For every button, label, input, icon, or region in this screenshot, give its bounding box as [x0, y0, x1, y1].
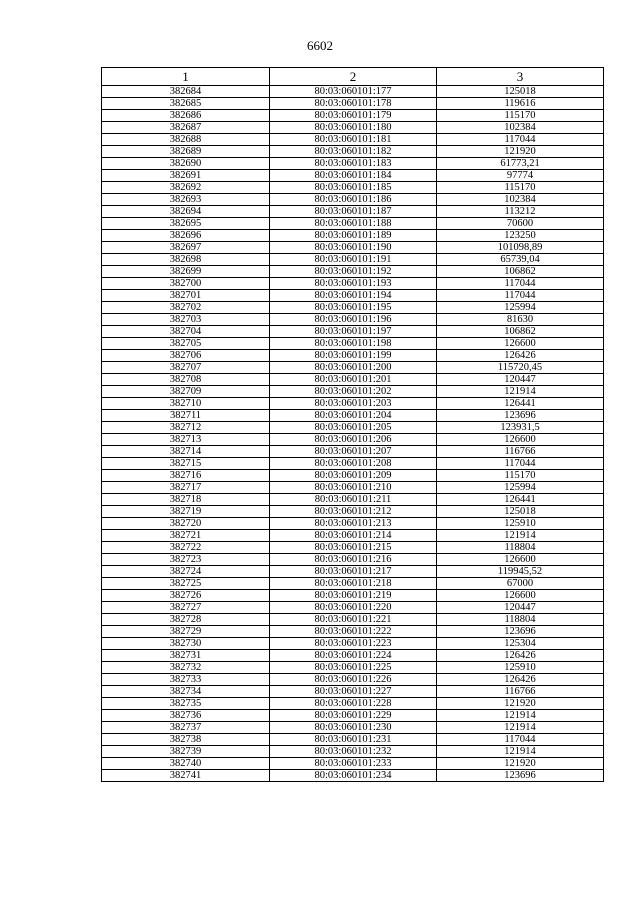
value-cell: 118804 [437, 614, 604, 626]
value-cell: 123696 [437, 770, 604, 782]
value-cell: 61773,21 [437, 158, 604, 170]
value-cell: 123696 [437, 410, 604, 422]
row-number-cell: 382721 [102, 530, 270, 542]
page-number: 6602 [307, 38, 333, 53]
value-cell: 126426 [437, 674, 604, 686]
table-row [102, 446, 604, 458]
table-row [102, 518, 604, 530]
table-row [102, 290, 604, 302]
table-row [102, 494, 604, 506]
row-number-cell: 382704 [102, 326, 270, 338]
row-number-cell: 382737 [102, 722, 270, 734]
cadastral-number-cell: 80:03:060101:209 [270, 470, 437, 482]
cadastral-number-cell: 80:03:060101:228 [270, 698, 437, 710]
row-number-cell: 382738 [102, 734, 270, 746]
value-cell: 113212 [437, 206, 604, 218]
table-row [102, 278, 604, 290]
value-cell: 120447 [437, 602, 604, 614]
row-number-cell: 382735 [102, 698, 270, 710]
table-row [102, 386, 604, 398]
value-cell: 123931,5 [437, 422, 604, 434]
column-header-2: 2 [270, 68, 437, 86]
table-row [102, 650, 604, 662]
value-cell: 126600 [437, 554, 604, 566]
row-number-cell: 382727 [102, 602, 270, 614]
cadastral-number-cell: 80:03:060101:202 [270, 386, 437, 398]
row-number-cell: 382734 [102, 686, 270, 698]
value-cell: 117044 [437, 134, 604, 146]
row-number-cell: 382709 [102, 386, 270, 398]
table-row [102, 122, 604, 134]
value-cell: 115720,45 [437, 362, 604, 374]
table-row [102, 326, 604, 338]
row-number-cell: 382740 [102, 758, 270, 770]
cadastral-number-cell: 80:03:060101:230 [270, 722, 437, 734]
row-number-cell: 382736 [102, 710, 270, 722]
value-cell: 126441 [437, 494, 604, 506]
cadastral-number-cell: 80:03:060101:187 [270, 206, 437, 218]
value-cell: 117044 [437, 458, 604, 470]
row-number-cell: 382695 [102, 218, 270, 230]
table-row [102, 242, 604, 254]
cadastral-number-cell: 80:03:060101:182 [270, 146, 437, 158]
table-row [102, 350, 604, 362]
column-header-1: 1 [102, 68, 270, 86]
table-row [102, 722, 604, 734]
row-number-cell: 382690 [102, 158, 270, 170]
value-cell: 106862 [437, 266, 604, 278]
value-cell: 119616 [437, 98, 604, 110]
value-cell: 120447 [437, 374, 604, 386]
cadastral-number-cell: 80:03:060101:186 [270, 194, 437, 206]
row-number-cell: 382696 [102, 230, 270, 242]
row-number-cell: 382714 [102, 446, 270, 458]
cadastral-number-cell: 80:03:060101:232 [270, 746, 437, 758]
value-cell: 115170 [437, 470, 604, 482]
value-cell: 126600 [437, 434, 604, 446]
row-number-cell: 382693 [102, 194, 270, 206]
row-number-cell: 382739 [102, 746, 270, 758]
row-number-cell: 382700 [102, 278, 270, 290]
value-cell: 117044 [437, 278, 604, 290]
row-number-cell: 382692 [102, 182, 270, 194]
table-row [102, 410, 604, 422]
cadastral-number-cell: 80:03:060101:193 [270, 278, 437, 290]
row-number-cell: 382685 [102, 98, 270, 110]
row-number-cell: 382686 [102, 110, 270, 122]
cadastral-number-cell: 80:03:060101:234 [270, 770, 437, 782]
row-number-cell: 382719 [102, 506, 270, 518]
row-number-cell: 382726 [102, 590, 270, 602]
cadastral-number-cell: 80:03:060101:201 [270, 374, 437, 386]
value-cell: 102384 [437, 122, 604, 134]
table-row [102, 98, 604, 110]
cadastral-number-cell: 80:03:060101:190 [270, 242, 437, 254]
value-cell: 121920 [437, 146, 604, 158]
value-cell: 81630 [437, 314, 604, 326]
value-cell: 119945,52 [437, 566, 604, 578]
row-number-cell: 382688 [102, 134, 270, 146]
row-number-cell: 382684 [102, 86, 270, 98]
row-number-cell: 382741 [102, 770, 270, 782]
table-row [102, 758, 604, 770]
table-row [102, 314, 604, 326]
table-row [102, 542, 604, 554]
value-cell: 70600 [437, 218, 604, 230]
value-cell: 125018 [437, 506, 604, 518]
row-number-cell: 382699 [102, 266, 270, 278]
table-row [102, 770, 604, 782]
row-number-cell: 382722 [102, 542, 270, 554]
cadastral-number-cell: 80:03:060101:218 [270, 578, 437, 590]
table-row [102, 698, 604, 710]
cadastral-number-cell: 80:03:060101:233 [270, 758, 437, 770]
value-cell: 123696 [437, 626, 604, 638]
table-row [102, 134, 604, 146]
row-number-cell: 382715 [102, 458, 270, 470]
row-number-cell: 382698 [102, 254, 270, 266]
value-cell: 121914 [437, 746, 604, 758]
table-row [102, 686, 604, 698]
value-cell: 116766 [437, 686, 604, 698]
row-number-cell: 382732 [102, 662, 270, 674]
cadastral-number-cell: 80:03:060101:226 [270, 674, 437, 686]
row-number-cell: 382689 [102, 146, 270, 158]
value-cell: 126600 [437, 590, 604, 602]
row-number-cell: 382713 [102, 434, 270, 446]
table-row [102, 614, 604, 626]
table-row [102, 506, 604, 518]
table-row [102, 470, 604, 482]
table-row [102, 458, 604, 470]
table-row [102, 662, 604, 674]
table-body [102, 86, 604, 782]
value-cell: 117044 [437, 734, 604, 746]
row-number-cell: 382694 [102, 206, 270, 218]
table-row [102, 194, 604, 206]
row-number-cell: 382733 [102, 674, 270, 686]
cadastral-number-cell: 80:03:060101:191 [270, 254, 437, 266]
row-number-cell: 382724 [102, 566, 270, 578]
row-number-cell: 382728 [102, 614, 270, 626]
cadastral-number-cell: 80:03:060101:214 [270, 530, 437, 542]
row-number-cell: 382731 [102, 650, 270, 662]
row-number-cell: 382697 [102, 242, 270, 254]
cadastral-number-cell: 80:03:060101:188 [270, 218, 437, 230]
value-cell: 121914 [437, 530, 604, 542]
row-number-cell: 382716 [102, 470, 270, 482]
value-cell: 123250 [437, 230, 604, 242]
row-number-cell: 382708 [102, 374, 270, 386]
cadastral-number-cell: 80:03:060101:195 [270, 302, 437, 314]
table-row [102, 86, 604, 98]
value-cell: 118804 [437, 542, 604, 554]
table-row [102, 266, 604, 278]
table-row [102, 338, 604, 350]
cadastral-number-cell: 80:03:060101:205 [270, 422, 437, 434]
table-row [102, 530, 604, 542]
cadastral-number-cell: 80:03:060101:200 [270, 362, 437, 374]
value-cell: 121914 [437, 710, 604, 722]
cadastral-number-cell: 80:03:060101:211 [270, 494, 437, 506]
table-row [102, 434, 604, 446]
table-row [102, 398, 604, 410]
table-row [102, 302, 604, 314]
cadastral-number-cell: 80:03:060101:179 [270, 110, 437, 122]
cadastral-number-cell: 80:03:060101:210 [270, 482, 437, 494]
table-row [102, 218, 604, 230]
table-row [102, 638, 604, 650]
table-row [102, 182, 604, 194]
row-number-cell: 382703 [102, 314, 270, 326]
value-cell: 117044 [437, 290, 604, 302]
row-number-cell: 382706 [102, 350, 270, 362]
cadastral-number-cell: 80:03:060101:221 [270, 614, 437, 626]
value-cell: 125018 [437, 86, 604, 98]
row-number-cell: 382712 [102, 422, 270, 434]
value-cell: 115170 [437, 110, 604, 122]
cadastral-number-cell: 80:03:060101:199 [270, 350, 437, 362]
table-row [102, 422, 604, 434]
cadastral-number-cell: 80:03:060101:181 [270, 134, 437, 146]
value-cell: 101098,89 [437, 242, 604, 254]
table-row [102, 362, 604, 374]
table-row [102, 602, 604, 614]
table-row [102, 146, 604, 158]
cadastral-number-cell: 80:03:060101:223 [270, 638, 437, 650]
table-row [102, 206, 604, 218]
cadastral-number-cell: 80:03:060101:204 [270, 410, 437, 422]
cadastral-number-cell: 80:03:060101:183 [270, 158, 437, 170]
cadastral-number-cell: 80:03:060101:217 [270, 566, 437, 578]
value-cell: 121914 [437, 722, 604, 734]
table-row [102, 626, 604, 638]
row-number-cell: 382717 [102, 482, 270, 494]
value-cell: 126600 [437, 338, 604, 350]
value-cell: 67000 [437, 578, 604, 590]
table-row [102, 374, 604, 386]
row-number-cell: 382725 [102, 578, 270, 590]
value-cell: 116766 [437, 446, 604, 458]
table-row [102, 566, 604, 578]
value-cell: 126441 [437, 398, 604, 410]
cadastral-number-cell: 80:03:060101:184 [270, 170, 437, 182]
cadastral-number-cell: 80:03:060101:197 [270, 326, 437, 338]
cadastral-number-cell: 80:03:060101:213 [270, 518, 437, 530]
cadastral-number-cell: 80:03:060101:198 [270, 338, 437, 350]
value-cell: 125910 [437, 662, 604, 674]
table-row [102, 254, 604, 266]
table-row [102, 230, 604, 242]
value-cell: 97774 [437, 170, 604, 182]
cadastral-number-cell: 80:03:060101:219 [270, 590, 437, 602]
cadastral-number-cell: 80:03:060101:196 [270, 314, 437, 326]
cadastral-number-cell: 80:03:060101:207 [270, 446, 437, 458]
cadastral-number-cell: 80:03:060101:177 [270, 86, 437, 98]
row-number-cell: 382701 [102, 290, 270, 302]
cadastral-number-cell: 80:03:060101:192 [270, 266, 437, 278]
cadastral-number-cell: 80:03:060101:180 [270, 122, 437, 134]
value-cell: 125994 [437, 302, 604, 314]
row-number-cell: 382707 [102, 362, 270, 374]
cadastral-number-cell: 80:03:060101:225 [270, 662, 437, 674]
table-header-row [102, 68, 604, 86]
column-header-3: 3 [437, 68, 604, 86]
row-number-cell: 382691 [102, 170, 270, 182]
row-number-cell: 382687 [102, 122, 270, 134]
table-row [102, 710, 604, 722]
table-row [102, 158, 604, 170]
value-cell: 126426 [437, 350, 604, 362]
table-row [102, 674, 604, 686]
cadastral-number-cell: 80:03:060101:194 [270, 290, 437, 302]
value-cell: 115170 [437, 182, 604, 194]
value-cell: 125910 [437, 518, 604, 530]
value-cell: 125994 [437, 482, 604, 494]
cadastral-number-cell: 80:03:060101:231 [270, 734, 437, 746]
row-number-cell: 382711 [102, 410, 270, 422]
table-row [102, 590, 604, 602]
row-number-cell: 382710 [102, 398, 270, 410]
value-cell: 65739,04 [437, 254, 604, 266]
cadastral-number-cell: 80:03:060101:203 [270, 398, 437, 410]
value-cell: 102384 [437, 194, 604, 206]
row-number-cell: 382720 [102, 518, 270, 530]
table-row [102, 734, 604, 746]
row-number-cell: 382705 [102, 338, 270, 350]
value-cell: 106862 [437, 326, 604, 338]
table-row [102, 578, 604, 590]
row-number-cell: 382723 [102, 554, 270, 566]
cadastral-number-cell: 80:03:060101:208 [270, 458, 437, 470]
cadastral-number-cell: 80:03:060101:222 [270, 626, 437, 638]
table-row [102, 110, 604, 122]
table-row [102, 482, 604, 494]
value-cell: 121920 [437, 698, 604, 710]
table-row [102, 554, 604, 566]
cadastral-number-cell: 80:03:060101:227 [270, 686, 437, 698]
cadastral-number-cell: 80:03:060101:189 [270, 230, 437, 242]
row-number-cell: 382702 [102, 302, 270, 314]
value-cell: 126426 [437, 650, 604, 662]
cadastral-number-cell: 80:03:060101:212 [270, 506, 437, 518]
row-number-cell: 382718 [102, 494, 270, 506]
data-table [101, 67, 604, 782]
value-cell: 121920 [437, 758, 604, 770]
value-cell: 121914 [437, 386, 604, 398]
row-number-cell: 382729 [102, 626, 270, 638]
cadastral-number-cell: 80:03:060101:216 [270, 554, 437, 566]
table-row [102, 170, 604, 182]
cadastral-number-cell: 80:03:060101:206 [270, 434, 437, 446]
value-cell: 125304 [437, 638, 604, 650]
cadastral-number-cell: 80:03:060101:220 [270, 602, 437, 614]
cadastral-number-cell: 80:03:060101:215 [270, 542, 437, 554]
row-number-cell: 382730 [102, 638, 270, 650]
cadastral-number-cell: 80:03:060101:224 [270, 650, 437, 662]
cadastral-number-cell: 80:03:060101:178 [270, 98, 437, 110]
cadastral-number-cell: 80:03:060101:229 [270, 710, 437, 722]
cadastral-number-cell: 80:03:060101:185 [270, 182, 437, 194]
table-row [102, 746, 604, 758]
